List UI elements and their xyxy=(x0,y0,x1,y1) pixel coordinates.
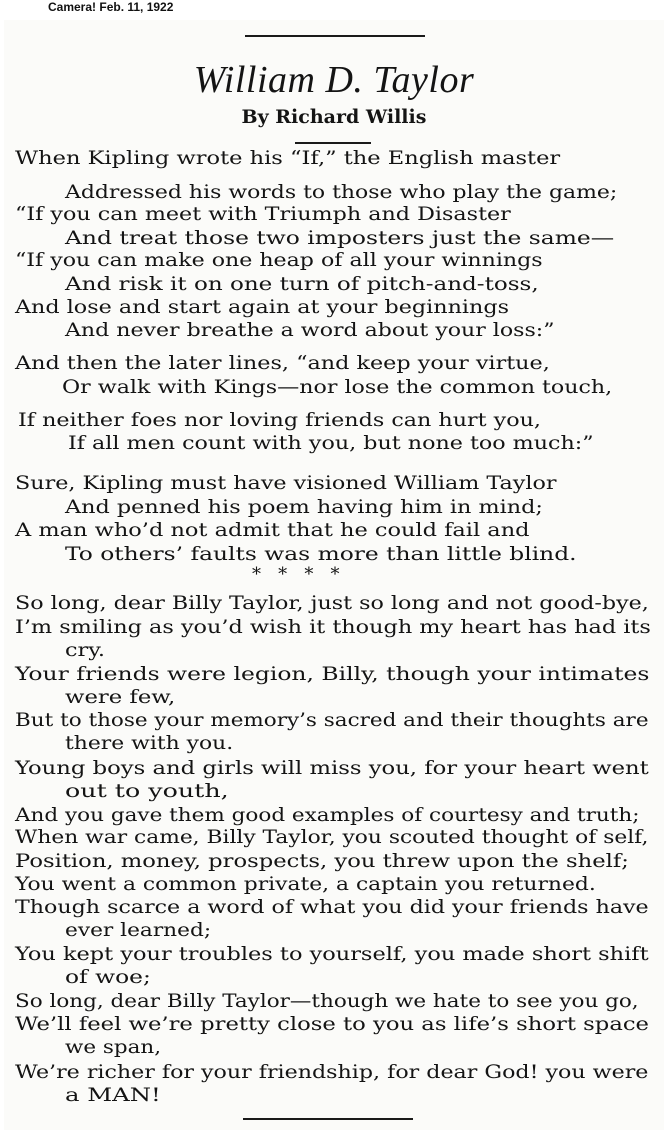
poem-line: And penned his poem having him in mind; xyxy=(65,496,543,518)
poem-line: a MAN! xyxy=(65,1084,161,1106)
title-rule xyxy=(295,142,371,144)
poem-line: If all men count with you, but none too much:” xyxy=(68,432,594,454)
poem-line: were few, xyxy=(65,686,176,708)
poem-line: A man who’d not admit that he could fail and xyxy=(15,519,530,541)
poem-line: When Kipling wrote his “If,” the English master xyxy=(15,147,561,169)
poem-title: William D. Taylor xyxy=(193,59,475,101)
poem-line: And lose and start again at your beginnings xyxy=(15,296,509,318)
stanza-separator: * * * * xyxy=(252,564,340,585)
poem-line: “If you can meet with Triumph and Disaster xyxy=(15,203,511,225)
poem-line: Position, money, prospects, you threw upon the shelf; xyxy=(15,850,629,872)
poem-line: “If you can make one heap of all your winnings xyxy=(15,249,543,271)
poem-line: We’re richer for your friendship, for dear God! you were xyxy=(15,1061,649,1083)
poem-line: If neither foes nor loving friends can hurt you, xyxy=(18,409,541,431)
poem-line: Though scarce a word of what you did your friends have xyxy=(15,896,649,918)
poem-line: And you gave them good examples of courtesy and truth; xyxy=(15,804,640,826)
poem-line: So long, dear Billy Taylor, just so long and not good-bye, xyxy=(15,592,649,614)
poem-line: Your friends were legion, Billy, though your intimates xyxy=(15,663,650,685)
poem-line: So long, dear Billy Taylor—though we hate to see you go, xyxy=(15,990,639,1012)
poem-line: But to those your memory’s sacred and their thoughts are xyxy=(15,709,649,731)
poem-line: Addressed his words to those who play the game; xyxy=(65,181,618,203)
poem-line: And treat those two imposters just the same— xyxy=(65,227,615,249)
poem-line: And risk it on one turn of pitch-and-toss, xyxy=(65,273,539,295)
poem-line: Young boys and girls will miss you, for your heart went xyxy=(15,757,649,779)
poem-line: I’m smiling as you’d wish it though my heart has had its xyxy=(15,616,651,638)
poem-line: To others’ faults was more than little blind. xyxy=(65,543,577,565)
poem-line: there with you. xyxy=(65,732,234,754)
poem-line: we span, xyxy=(65,1036,162,1058)
poem-byline: By Richard Willis xyxy=(241,106,427,128)
poem-line: When war came, Billy Taylor, you scouted thought of self, xyxy=(15,826,649,848)
poem-line: You went a common private, a captain you returned. xyxy=(15,873,596,895)
poem-line: You kept your troubles to yourself, you made short shift xyxy=(15,943,649,965)
poem-line: And then the later lines, “and keep your virtue, xyxy=(15,352,550,374)
clipping-caption: Camera! Feb. 11, 1922 xyxy=(48,0,174,14)
poem-line: ever learned; xyxy=(65,919,212,941)
poem-line: cry. xyxy=(65,639,105,661)
poem-line: Or walk with Kings—nor lose the common touch, xyxy=(62,376,613,398)
poem-line: And never breathe a word about your loss:” xyxy=(65,319,555,341)
poem-line: of woe; xyxy=(65,966,151,988)
bottom-rule xyxy=(243,1118,413,1120)
poem-line: We’ll feel we’re pretty close to you as life’s short space xyxy=(15,1013,649,1035)
poem-line: out to youth, xyxy=(65,780,229,802)
poem-line: Sure, Kipling must have visioned William Taylor xyxy=(15,472,557,494)
top-rule xyxy=(245,35,425,37)
